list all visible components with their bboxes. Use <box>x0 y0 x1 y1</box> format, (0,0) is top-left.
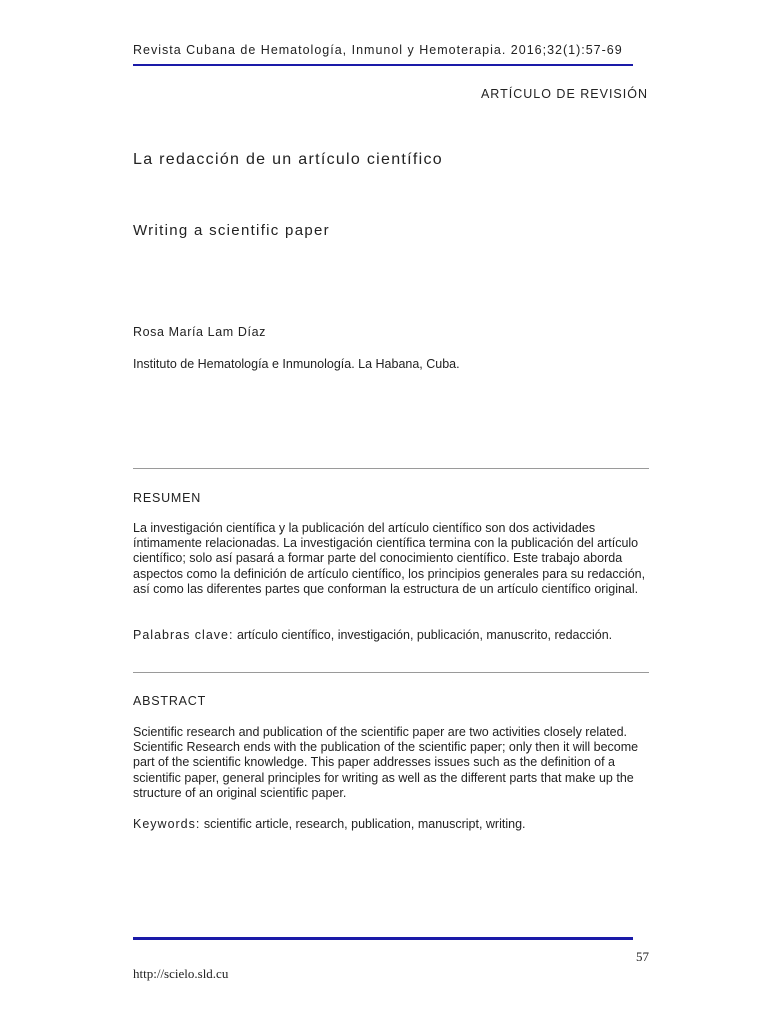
article-type-label: ARTÍCULO DE REVISIÓN <box>480 87 648 101</box>
resumen-keywords <box>133 628 653 642</box>
abstract-body: Scientific research and publication of the scientific paper are two activities closely related. Scientific Research ends with the publication of the scientific paper; only then it will become part of the scientific knowledge. This paper addresses issues such as the definition of a scientific paper, general principles for writing as well as the different parts that make up the structure of an original scientific paper. <box>133 725 639 800</box>
author-affiliation: Instituto de Hematología e Inmunología. La Habana, Cuba. <box>133 357 460 371</box>
section-divider-top <box>133 468 649 469</box>
article-title-english: Writing a scientific paper <box>133 222 330 239</box>
article-title-spanish: La redacción de un artículo científico <box>133 151 444 168</box>
header-divider <box>133 64 633 66</box>
footer-divider <box>133 937 633 940</box>
abstract-keywords-list: scientific article, research, publication, manuscript, writing. <box>203 817 526 831</box>
abstract-keywords-label: Keywords: <box>133 817 201 831</box>
journal-header: Revista Cubana de Hematología, Inmunol y Hemoterapia. 2016;32(1):57-69 <box>133 43 623 57</box>
abstract-keywords <box>133 817 653 831</box>
section-divider-middle <box>133 672 649 673</box>
resumen-keywords-list: artículo científico, investigación, publicación, manuscrito, redacción. <box>236 628 613 642</box>
footer-url: http://scielo.sld.cu <box>133 966 229 981</box>
author-name: Rosa María Lam Díaz <box>133 325 266 339</box>
resumen-heading: RESUMEN <box>133 491 202 505</box>
abstract-heading: ABSTRACT <box>133 694 207 708</box>
resumen-body: La investigación científica y la publicación del artículo científico son dos actividades íntimamente relacionadas. La investigación científica termina con la publicación del artículo científico; solo así pasará a formar parte del conocimiento científico. Este trabajo aborda aspectos como la definición de artículo científico, los principios generales para su redacción, así como las diferentes partes que conforman la estructura de un artículo científico original. <box>133 521 646 596</box>
resumen-keywords-label: Palabras clave: <box>133 628 234 642</box>
page-number: 57 <box>636 949 649 964</box>
